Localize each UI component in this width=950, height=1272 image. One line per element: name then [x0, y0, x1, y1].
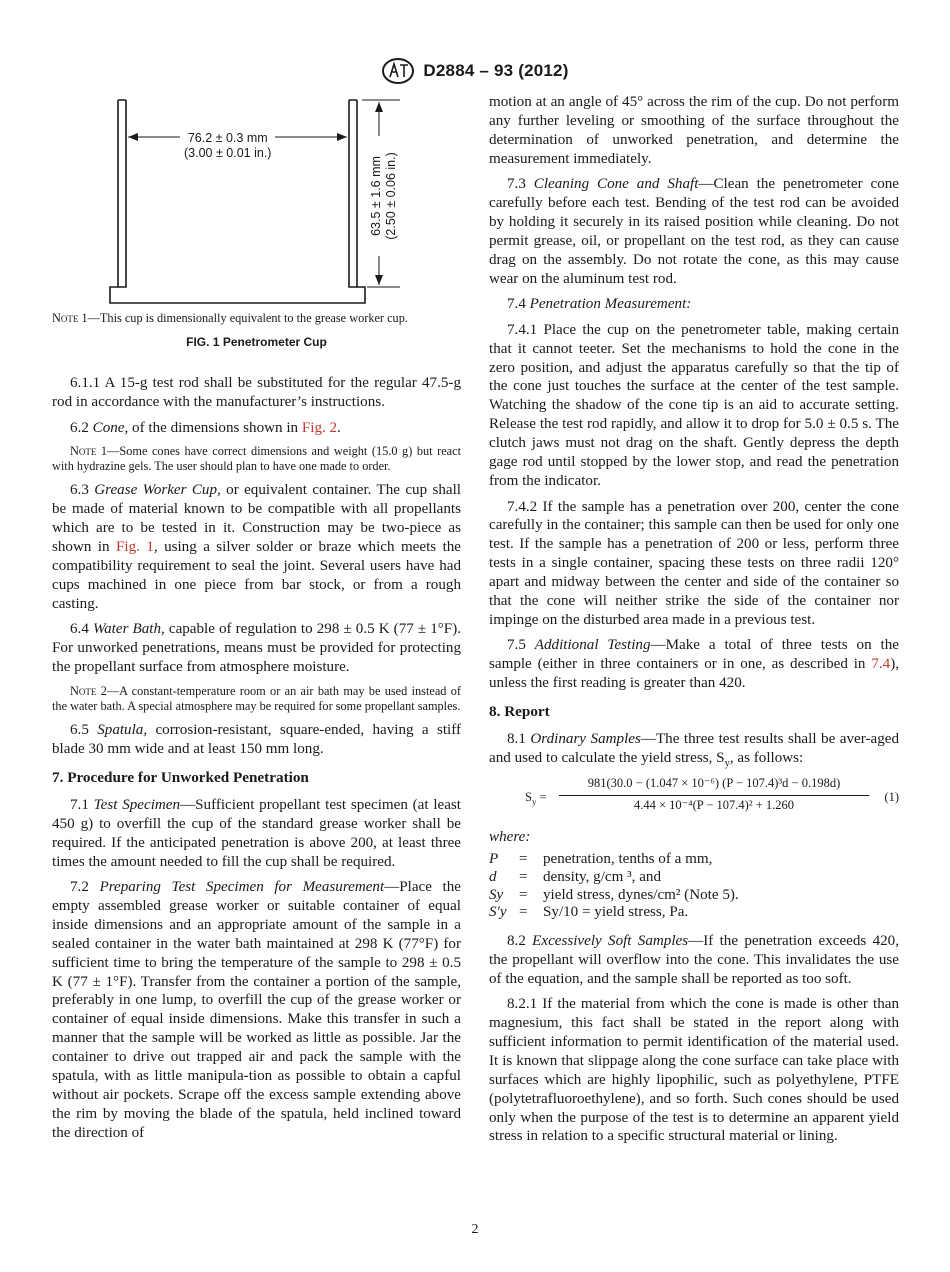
dim-height-in: (2.50 ± 0.06 in.): [384, 152, 398, 240]
para-number: 7.5: [507, 637, 535, 654]
para-text: , as follows:: [729, 749, 804, 766]
def-equals: =: [519, 868, 528, 885]
para-text: —Sufficient propellant test specimen (at least 450 g) to overfill the cup of the standard grease worker shall be required. If the anticipated penetration is above 200, at least three times the amount needed to fill the cup shall be required.: [52, 796, 461, 870]
para-title: Cleaning Cone and Shaft: [533, 176, 699, 193]
equation-numerator: [559, 774, 869, 796]
note-1: [52, 444, 461, 474]
note-label: Note 1: [52, 311, 88, 325]
fig-1-link[interactable]: Fig. 1: [116, 539, 154, 556]
section-8-heading: 8. Report: [489, 703, 550, 721]
equation-fraction: [559, 774, 869, 815]
eq-subscript: y: [531, 796, 537, 807]
para-text: of the dimensions shown in: [128, 419, 302, 436]
def-text: density, g/cm ³, and: [543, 868, 661, 885]
def-text: penetration, tenths of a mm,: [543, 851, 713, 868]
definition-row: [489, 869, 739, 887]
dim-height-mm: 63.5 ± 1.6 mm: [369, 156, 383, 236]
def-text: Sy/10 = yield stress, Pa.: [543, 904, 689, 921]
dim-width-in: (3.00 ± 0.01 in.): [184, 146, 272, 160]
para-number: 6.2: [70, 419, 93, 436]
eq-symbol: S: [525, 790, 532, 805]
section-7-4-link[interactable]: 7.4: [871, 656, 891, 673]
para-number: 8.1: [507, 731, 531, 748]
para-7-4-1: 7.4.1 Place the cup on the penetrometer table, making certain that it cannot teeter. Set the mechanisms to hold the cone in the zero position, and adjust the apparatus carefully so that the tip of the cone just touches the surface at the center of the test sample. Watching the shadow of the cone tip is an aid to accurate setting. Release the test rod rapidly, and allow it to drop for 5.0 ± 0.5 s. The clutch jaws must not drag on the shaft. Gently depress the depth gage rod until stopped by the lower stop, and read the penetration from the indicator.: [489, 321, 899, 489]
para-number: 8.2: [507, 932, 533, 949]
document-id: D2884 – 93 (2012): [423, 61, 569, 80]
para-text: —Clean the penetrometer cone carefully before each test. Bending of the test rod can be avoided by holding it securely in its raised position while cleaning. Do not permit grease, oil, or propellant on the test rod, as they can cause drag on the assembly. Do not rotate the cone, as this may cause wear on the aluminum test rod.: [489, 176, 899, 287]
dim-width-mm: 76.2 ± 0.3 mm: [187, 131, 268, 145]
equation-number: (1): [884, 790, 899, 805]
def-symbol: d: [489, 868, 497, 885]
para-text: —Place the empty assembled grease worker or suitable container of equal inside dimensions and an appropriate amount of the sample in a sealed container in the water bath maintained at 298 K (77°F) for sufficient time to bring the temperature of the sample to 298 ± 0.5 K (77 ± 1°F). Transfer from the container a portion of the sample, preferably in one lump, to overfill the cup of the grease worker or container of equal inside dimensions. Make this transfer in such a manner that the sample will be worked as little as possible. Jar the container to drive out trapped air and pack the sample with the spatula, with as little manipula-tion as possible to obtain a capful without air pockets. Scrape off the excess sample extending above the rim by moving the blade of the spatula, held inclined toward the direction of: [52, 879, 461, 1141]
para-number: 7.3: [507, 176, 534, 193]
astm-logo-icon: [381, 57, 415, 85]
para-6-3: [52, 481, 461, 613]
para-title: Grease Worker Cup,: [94, 482, 221, 499]
para-text: —If the penetration exceeds 420, the propellant will overflow into the cone. This invalidates the use of the equation, and the sample shall be reported as too soft.: [489, 932, 899, 987]
para-title: Ordinary Samples: [530, 731, 641, 748]
right-column: [489, 93, 899, 1153]
eq-equals: =: [539, 790, 547, 805]
para-number: 7.2: [70, 879, 100, 896]
definition-row: [489, 851, 739, 869]
left-column: [52, 93, 461, 1149]
note-2: [52, 684, 461, 714]
para-7-4-2: 7.4.2 If the sample has a penetration over 200, center the cone carefully in the container; this sample can then be used for only one test. If the sample has a penetration of 200 or less, perform three tests in a single container, spacing these tests on three radii 120° apart and midway between the center and side of the container so that the cone will neither strike the side of the container nor impinge on the disturbed area made in a previous test.: [489, 498, 899, 628]
note-text: —This cup is dimensionally equivalent to the grease worker cup.: [87, 311, 408, 325]
equation-1: [489, 774, 899, 818]
def-symbol: P: [489, 851, 499, 868]
para-text: , using a silver solder or braze which meets the compatibility requirement to seal the joint. Several users have had cups machined in one piece from bar stock, or from a rough casting.: [52, 539, 462, 612]
def-symbol: S′y: [489, 904, 507, 921]
para-text: or equivalent container. The cup shall be made of material known to be compatible with all propellants which are to be tested in it. Construction may be two-piece as shown in: [52, 482, 461, 556]
dim-height-label: [369, 136, 399, 256]
para-7-2-continued: motion at an angle of 45° across the rim of the cup. Do not perform any further leveling or smoothing of the surface throughout the determination of unworked penetration, and determine the measurement immediately.: [489, 94, 899, 167]
symbol-definitions: [489, 851, 739, 921]
para-title: Excessively Soft Samples: [532, 932, 689, 949]
para-text: corrosion-resistant, square-ended, having a stiff blade 30 mm wide and at least 150 mm long.: [52, 722, 462, 757]
para-6-2: [52, 419, 461, 438]
para-7-1: [52, 796, 461, 872]
para-text: capable of regulation to 298 ± 0.5 K (77 ± 1°F). For unworked penetrations, means must be provided for protecting the propellant surface from atmosphere moisture.: [52, 621, 461, 676]
para-8-2: [489, 932, 899, 989]
para-number: 6.4: [70, 621, 93, 638]
note-text: —A constant-temperature room or an air bath may be used instead of the water bath. A special atmosphere may be required for some propellant samples.: [52, 683, 461, 713]
para-title: Preparing Test Specimen for Measurement: [99, 879, 385, 896]
para-title: Additional Testing: [534, 637, 651, 654]
para-7-3: [489, 175, 899, 288]
cup-diagram: [52, 93, 461, 313]
figure-penetrometer-cup: [52, 93, 461, 313]
figure-caption: FIG. 1 Penetrometer Cup: [186, 335, 327, 350]
page-number: 2: [471, 1222, 479, 1237]
para-number: 6.5: [70, 722, 98, 739]
fig-2-link[interactable]: Fig. 2: [301, 419, 338, 436]
where-label: where:: [489, 829, 531, 846]
def-text: yield stress, dynes/cm² (Note 5).: [543, 886, 739, 903]
dim-width-label: [180, 131, 275, 161]
page-header: [0, 57, 950, 85]
note-label: Note 1: [70, 444, 108, 459]
para-title: Test Specimen: [93, 796, 181, 813]
para-title: Spatula,: [97, 722, 148, 739]
para-6-1-1: 6.1.1 A 15-g test rod shall be substituted for the regular 47.5-g rod in accordance with the manufacturer’s instructions.: [52, 375, 461, 411]
para-7-2: [52, 878, 461, 1143]
note-text: —Some cones have correct dimensions and weight (15.0 g) but react with hydrazine gels. The user should plan to have one made to order.: [52, 444, 461, 474]
def-symbol: Sy: [489, 886, 504, 903]
para-text: ), unless the first reading is greater than 420.: [489, 656, 899, 692]
para-number: 7.1: [70, 796, 94, 813]
definition-row: [489, 904, 739, 922]
para-8-2-1: 8.2.1 If the material from which the cone is made is other than magnesium, this fact shall be stated in the report along with sufficient information to permit identification of the material used. It is known that slippage along the cone surface can take place with surfaces which are highly lipophilic, such as polyethylene, PTFE (polytetrafluoroethylene), and so forth. Such cones should be used only when the purpose of the test is to determine an apparent yield stress in relation to a specific structural material or lining.: [489, 996, 899, 1145]
para-6-4: [52, 620, 461, 677]
subscript: y: [724, 757, 730, 769]
para-number: 6.3: [70, 482, 95, 499]
para-number: 7.4: [507, 296, 530, 313]
para-title: Penetration Measurement:: [529, 296, 692, 313]
para-text: —Make a total of three tests on the sample (either in three containers or in one, as described in: [489, 637, 899, 673]
para-8-1: [489, 730, 899, 768]
section-7-heading: 7. Procedure for Unworked Penetration: [52, 768, 309, 786]
para-text: .: [337, 419, 341, 436]
note-label: Note 2: [70, 683, 107, 698]
numerator-text: 981(30.0 − (1.047 × 10⁻⁶) (P − 107.4)³d − 0.198d): [587, 776, 841, 791]
para-title: Water Bath,: [92, 621, 165, 638]
equation-lhs: [525, 788, 547, 807]
equation-denominator: [559, 796, 869, 815]
para-6-5: [52, 721, 461, 759]
para-text: —The three test results shall be aver-aged and used to calculate the yield stress, S: [489, 731, 899, 766]
def-equals: =: [519, 851, 528, 868]
denominator-text: 4.44 × 10⁻⁴(P − 107.4)² + 1.260: [633, 798, 795, 813]
def-equals: =: [519, 904, 528, 921]
figure-note: [52, 311, 461, 326]
definition-row: [489, 887, 739, 905]
def-equals: =: [519, 886, 528, 903]
para-7-4: [489, 295, 899, 314]
para-title: Cone,: [92, 419, 129, 436]
para-7-5: [489, 636, 899, 693]
